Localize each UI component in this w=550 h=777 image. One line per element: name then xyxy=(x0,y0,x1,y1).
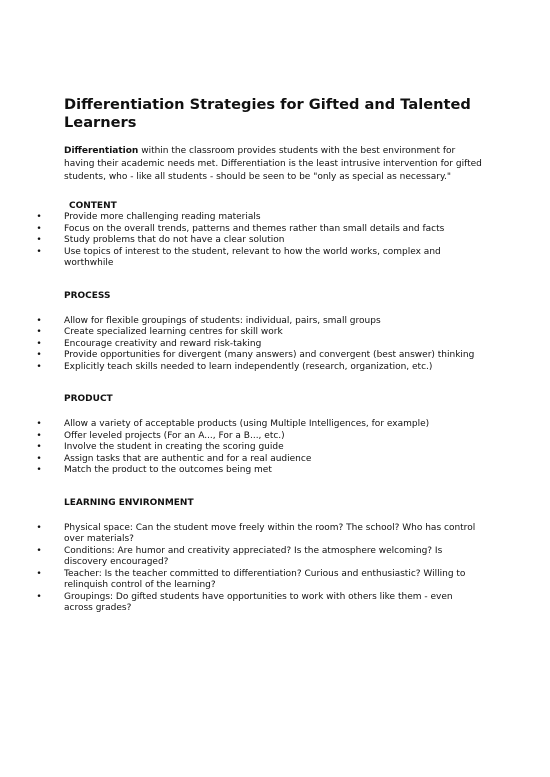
bullet-icon: • xyxy=(36,430,42,441)
environment-list xyxy=(36,522,484,615)
section-heading-content: CONTENT xyxy=(69,201,117,211)
bullet-icon: • xyxy=(36,591,42,602)
bullet-icon: • xyxy=(36,361,42,372)
bullet-icon: • xyxy=(36,315,42,326)
document-page xyxy=(36,96,484,615)
list-item: • Involve the student in creating the scoring guide xyxy=(64,442,484,454)
content-list xyxy=(36,212,484,270)
document-title: Differentiation Strategies for Gifted and Talented Learners xyxy=(64,96,471,131)
list-item: • Focus on the overall trends, patterns and themes rather than small details and facts xyxy=(64,224,484,236)
list-item: • Conditions: Are humor and creativity appreciated? Is the atmosphere welcoming? Is discovery encouraged? xyxy=(64,546,484,569)
bullet-icon: • xyxy=(36,338,42,349)
bullet-icon: • xyxy=(36,453,42,464)
list-item: • Allow a variety of acceptable products (using Multiple Intelligences, for example) xyxy=(64,419,484,431)
bullet-icon: • xyxy=(36,419,42,429)
list-item: • Provide more challenging reading materials xyxy=(64,212,484,224)
bullet-icon: • xyxy=(36,246,42,257)
process-list xyxy=(36,315,484,374)
bullet-icon: • xyxy=(36,350,42,360)
intro-text: within the classroom provides students with the best environment for having their academic needs met. Differentiation is the least intrusive intervention for gifted students, who - like all students - should be seen to be "only as special as necessary." xyxy=(64,146,482,182)
bullet-icon: • xyxy=(36,522,42,533)
list-item: • Offer leveled projects (For an A..., For a B..., etc.) xyxy=(64,431,484,443)
bullet-icon: • xyxy=(36,327,42,337)
bullet-icon: • xyxy=(36,568,42,579)
list-item: • Match the product to the outcomes being met xyxy=(64,465,484,477)
bullet-icon: • xyxy=(36,212,42,222)
list-item: • Create specialized learning centres for skill work xyxy=(64,327,484,339)
list-item: • Groupings: Do gifted students have opportunities to work with others like them - even across grades? xyxy=(64,592,484,615)
bullet-icon: • xyxy=(36,223,42,234)
list-item: • Provide opportunities for divergent (many answers) and convergent (best answer) thinking xyxy=(64,350,484,362)
bullet-icon: • xyxy=(36,235,42,245)
list-item: • Encourage creativity and reward risk-taking xyxy=(64,339,484,351)
product-list xyxy=(36,419,484,477)
section-heading-product: PRODUCT xyxy=(64,394,113,404)
list-item: • Explicitly teach skills needed to learn independently (research, organization, etc.) xyxy=(64,362,484,374)
section-heading-learning-environment: LEARNING ENVIRONMENT xyxy=(64,497,194,508)
section-heading-process: PROCESS xyxy=(64,290,111,301)
list-item: • Use topics of interest to the student, relevant to how the world works, complex and worthwhile xyxy=(64,247,484,270)
list-item: • Teacher: Is the teacher committed to differentiation? Curious and enthusiastic? Willing to relinquish control of the learning? xyxy=(64,569,484,592)
intro-bold-term: Differentiation xyxy=(64,146,139,156)
bullet-icon: • xyxy=(36,465,42,475)
intro-paragraph xyxy=(64,145,484,184)
list-item: • Allow for flexible groupings of students: individual, pairs, small groups xyxy=(64,316,484,328)
bullet-icon: • xyxy=(36,442,42,452)
bullet-icon: • xyxy=(36,545,42,556)
list-item: • Study problems that do not have a clear solution xyxy=(64,235,484,247)
list-item: • Assign tasks that are authentic and for a real audience xyxy=(64,454,484,466)
list-item: • Physical space: Can the student move freely within the room? The school? Who has control over materials? xyxy=(64,523,484,546)
